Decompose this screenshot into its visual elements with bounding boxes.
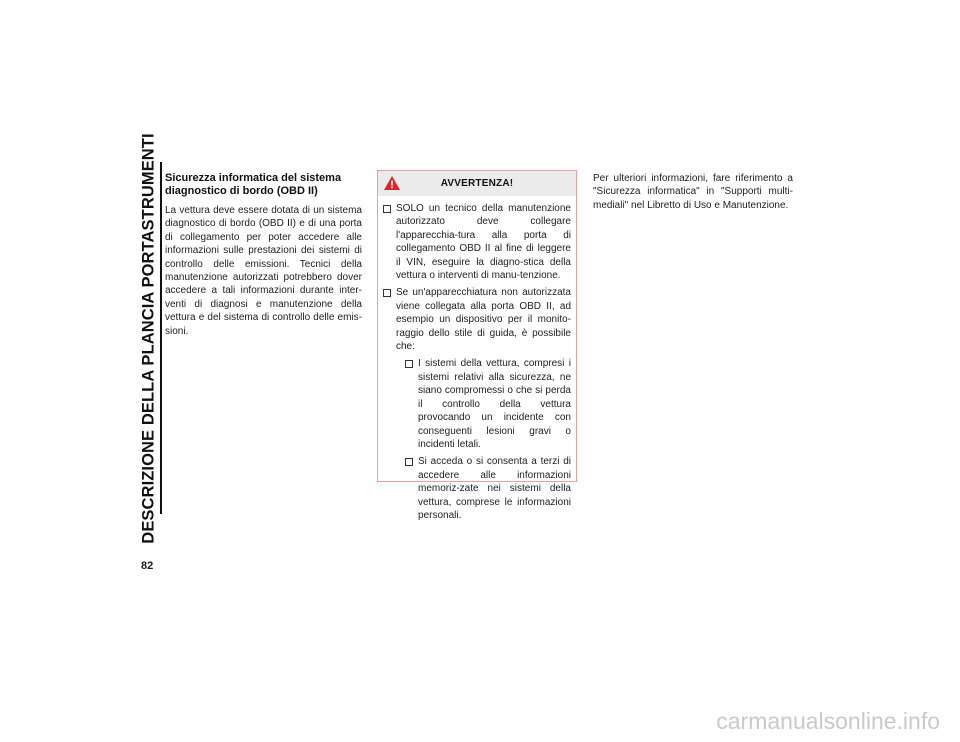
warning-subitem xyxy=(383,357,571,451)
warning-subitem-text: Si acceda o si consenta a terzi di accedere alle informazioni memoriz-zate nei sistemi della vettura, comprese le informazioni personali. xyxy=(418,456,571,521)
warning-item-text: Se un'apparecchiatura non autorizzata viene collegata alla porta OBD II, ad esempio un dispositivo per il monito-raggio dello stile di guida, è possibile che: xyxy=(396,287,571,353)
square-bullet-icon xyxy=(383,205,391,213)
watermark: carmanualsonline.info xyxy=(716,708,940,734)
warning-item-text: SOLO un tecnico della manutenzione autorizzato deve collegare l'apparecchia-tura alla porta di collegamento OBD II al fine di leggere il VIN, eseguire la diagno-stica della vettura o interventi di manu-tenzione. xyxy=(396,203,571,282)
section-body-paragraph: La vettura deve essere dotata di un sistema diagnostico di bordo (OBD II) e di una porta di collegamento per poter accedere alle informazioni sulle prestazioni dei sistemi di controllo delle emissioni. Tecnici della manutenzione autorizzati potrebbero dover accedere a tali informazioni durante inter-venti di diagnosi e manutenzione della vettura e del sistema di controllo delle emis-sioni. xyxy=(165,205,362,337)
warning-subitem-text: I sistemi della vettura, compresi i sistemi relativi alla sicurezza, ne siano compromessi o che si perda il controllo della vettura provocando un incidente con conseguenti lesioni gravi o incidenti letali. xyxy=(418,358,571,450)
warning-header xyxy=(378,171,576,196)
section-heading-line-1: Sicurezza informatica del sistema xyxy=(165,172,342,184)
warning-title: AVVERTENZA! xyxy=(440,178,514,189)
square-bullet-icon xyxy=(405,458,413,466)
warning-triangle-icon xyxy=(383,175,401,191)
page-number: 82 xyxy=(141,560,154,572)
warning-list xyxy=(378,196,576,522)
section-heading xyxy=(165,172,362,198)
reference-paragraph: Per ulteriori informazioni, fare riferimento a "Sicurezza informatica" in "Supporti multi-mediali" nel Libretto di Uso e Manutenzione. xyxy=(593,173,793,211)
right-column xyxy=(593,172,793,212)
chapter-side-title xyxy=(137,132,161,544)
warning-box xyxy=(377,170,577,521)
square-bullet-icon xyxy=(405,360,413,368)
section-heading-line-2: diagnostico di bordo (OBD II) xyxy=(165,185,318,197)
warning-subitem xyxy=(383,455,571,522)
left-column xyxy=(165,172,362,338)
warning-item xyxy=(383,286,571,353)
warning-item xyxy=(383,202,571,282)
chapter-side-title-text: DESCRIZIONE DELLA PLANCIA PORTASTRUMENTI xyxy=(139,132,158,544)
square-bullet-icon xyxy=(383,289,391,297)
chapter-side-rule xyxy=(160,162,162,514)
